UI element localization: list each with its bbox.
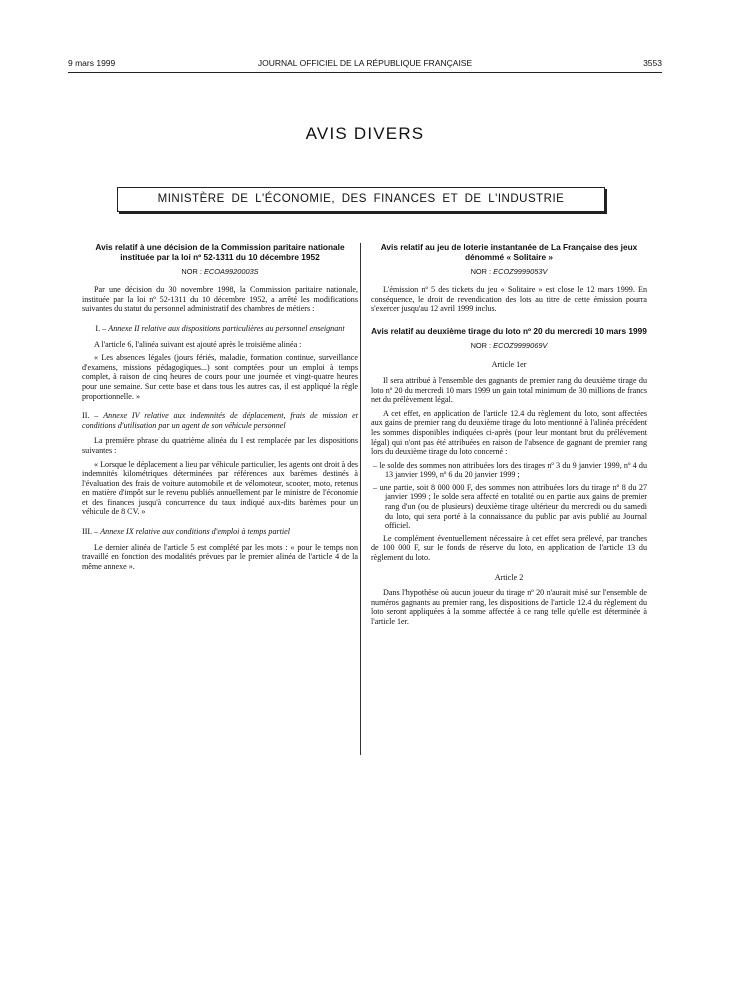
left-column xyxy=(82,243,358,575)
ministry-box: MINISTÈRE DE L'ÉCONOMIE, DES FINANCES ET DE L'INDUSTRIE xyxy=(117,187,605,212)
nor-label: NOR : xyxy=(470,266,492,276)
article-heading: Article 2 xyxy=(494,572,524,582)
subsection-heading xyxy=(82,411,358,430)
nor-reference xyxy=(371,267,647,277)
paragraph: Le complément éventuellement nécessaire à cet effet sera prélevé, par tranches de 100 000 F, sur le fonds de réserve du loto, en application de l'article 13 du règlement du loto. xyxy=(371,533,647,563)
subsection-title: Annexe IX relative aux conditions d'emploi à temps partiel xyxy=(100,527,291,537)
right-column xyxy=(371,243,647,631)
nor-code: ECOZ9999069V xyxy=(493,340,548,350)
subsection-number: III. – xyxy=(82,527,99,537)
paragraph: Dans l'hypothèse où aucun joueur du tirage nº 20 n'aurait misé sur l'ensemble de numéros gagnants au premier rang, les dispositions de l'article 12.4 du règlement du loto seront appliquées à la somme affectée à ce rang telle qu'elle est déterminée à l'article 1er. xyxy=(371,588,647,627)
nor-label: NOR : xyxy=(181,266,202,276)
paragraph: L'émission nº 5 des tickets du jeu « Solitaire » est close le 12 mars 1999. En conséquence, le droit de revendication des lots au titre de cette émission pourra s'exercer jusqu'au 12 avril 1999 inclus. xyxy=(371,285,647,314)
notice-title: Avis relatif au deuxième tirage du loto nº 20 du mercredi 10 mars 1999 xyxy=(371,325,647,336)
paragraph: « Les absences légales (jours fériés, maladie, formation continue, surveillance d'examens, missions pédagogiques...) sont comptées pour un emploi à temps complet, à raison de cinq heures de cours pour une journée et vingt-quatre heures pour une semaine. Sur cette base et dans tous les autres cas, il est appliqué la règle proportionnelle. » xyxy=(82,353,358,401)
notice-intro: Par une décision du 30 novembre 1998, la Commission paritaire nationale, instituée par la loi nº 52-1311 du 10 décembre 1952, a arrêté les modifications suivantes du statut du personnel administratif des chambres de métiers : xyxy=(82,285,358,314)
running-header xyxy=(68,58,662,70)
article-heading: Article 1er xyxy=(491,360,527,370)
nor-label: NOR : xyxy=(470,340,492,350)
paragraph: A cet effet, en application de l'article 12.4 du règlement du loto, sont affectées aux gains de premier rang du deuxième tirage du loto mentionné à l'alinéa précédent les sommes disponibles indiquées ci-après (pour leur montant brut du prélèvement légal) qui n'ont pas été attribuées en raison de l'absence de gagnant de premier rang lors du deuxième tirage du loto concerné : xyxy=(371,408,647,457)
subsection-title: Annexe II relative aux dispositions particulières au personnel enseignant xyxy=(108,323,345,333)
dash-item: – le solde des sommes non attribuées lors des tirages nº 3 du 9 janvier 1999, nº 4 du 13 janvier 1999, nº 6 du 20 janvier 1999 ; xyxy=(373,460,647,480)
paragraph: Le dernier alinéa de l'article 5 est complété par les mots : « pour le temps non travaillé en fonction des modalités prévues par le premier alinéa de l'article 4 de la même annexe ». xyxy=(82,542,358,571)
nor-reference xyxy=(371,341,647,351)
notice-title: Avis relatif au jeu de loterie instantanée de La Française des jeux dénommé « Solitaire » xyxy=(380,242,638,262)
header-date: 9 mars 1999 xyxy=(68,58,116,68)
nor-code: ECOZ9999053V xyxy=(493,266,548,276)
nor-code: ECOA9920003S xyxy=(203,266,259,276)
paragraph: Il sera attribué à l'ensemble des gagnants de premier rang du deuxième tirage du loto nº 20 du mercredi 10 mars 1999 un gain total minimum de 30 millions de francs net du prélèvement légal. xyxy=(371,375,647,405)
header-page-number: 3553 xyxy=(643,58,662,68)
subsection-number: II. – xyxy=(82,411,99,421)
nor-reference xyxy=(82,267,358,277)
header-journal-title: JOURNAL OFFICIEL DE LA RÉPUBLIQUE FRANÇAISE xyxy=(257,58,473,68)
subsection-heading xyxy=(82,527,358,537)
subsection-number: I. – xyxy=(95,323,107,333)
paragraph: « Lorsque le déplacement a lieu par véhicule particulier, les agents ont droit à des indemnités kilométriques déterminées par références aux barèmes destinés à l'évaluation des frais de voiture automobile et de vélomoteur, scooter, moto, retenus en matière d'impôt sur le revenu publiés annuellement par le ministre de l'économie et des finances jusqu'à concurrence du taux indiqué aux-dits barèmes pour un véhicule de 8 CV. » xyxy=(82,459,358,517)
column-divider xyxy=(360,243,361,755)
dash-item: – une partie, soit 8 000 000 F, des sommes non attribuées lors du tirage nº 8 du 27 janvier 1999 ; le solde sera affecté en totalité ou en partie aux gains de premier rang d'un (ou de plusieurs) deuxième tirage ultérieur du mercredi ou du samedi du loto, qui sera porté à la connaissance du public par avis publié au Journal officiel. xyxy=(373,482,647,531)
subsection-heading xyxy=(82,324,358,334)
subsection-title: Annexe IV relative aux indemnités de déplacement, frais de mission et conditions d'utilisation par un agent de son véhicule personnel xyxy=(82,411,359,430)
section-title: AVIS DIVERS xyxy=(305,124,425,143)
paragraph: La première phrase du quatrième alinéa du I est remplacée par les dispositions suivantes : xyxy=(82,436,358,455)
notice-title: Avis relatif à une décision de la Commission paritaire nationale instituée par la loi nº 52-1311 du 10 décembre 1952 xyxy=(95,242,345,262)
paragraph: A l'article 6, l'alinéa suivant est ajouté après le troisième alinéa : xyxy=(94,339,302,349)
header-rule xyxy=(68,72,662,73)
